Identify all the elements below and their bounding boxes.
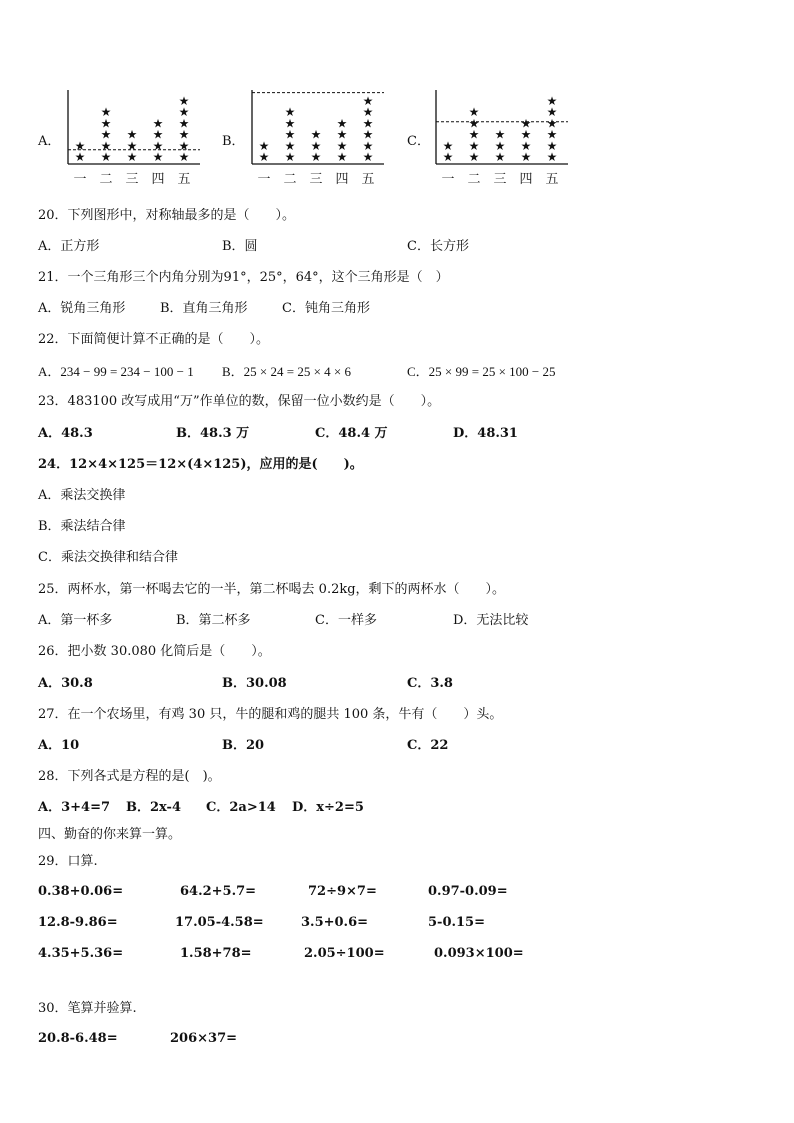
star-mark: ★ [178, 94, 190, 108]
star-mark: ★ [362, 127, 374, 142]
star-mark: ★ [546, 105, 558, 120]
star-mark: ★ [468, 116, 480, 131]
q29-r1-c1: 0.38+0.06= [38, 884, 124, 899]
star-mark: ★ [362, 150, 374, 164]
star-mark: ★ [178, 116, 190, 131]
q23-option-c[interactable]: C．48.4 万 [315, 426, 388, 441]
q26-option-a[interactable]: A．30.8 [38, 676, 93, 691]
star-mark: ★ [520, 138, 532, 153]
category-label: 三 [309, 172, 323, 187]
q29-r3-c2: 1.58+78= [180, 946, 252, 961]
q22-stem: 22．下面简便计算不正确的是（ ）。 [38, 332, 270, 347]
category-label: 二 [99, 172, 113, 187]
category-label: 四 [519, 172, 533, 187]
q20-option-a[interactable]: A．正方形 [38, 239, 100, 254]
q29-r3-c4: 0.093×100= [434, 946, 524, 961]
star-mark: ★ [284, 150, 296, 164]
star-mark: ★ [258, 138, 270, 153]
star-mark: ★ [258, 150, 270, 164]
pictograph-chart-c [430, 88, 580, 190]
pictograph-chart-b [246, 88, 396, 190]
star-mark: ★ [494, 150, 506, 164]
star-mark: ★ [284, 116, 296, 131]
star-mark: ★ [284, 127, 296, 142]
category-label: 五 [545, 172, 559, 187]
star-mark: ★ [126, 138, 138, 153]
category-label: 二 [467, 172, 481, 187]
star-mark: ★ [310, 138, 322, 153]
star-mark: ★ [336, 127, 348, 142]
star-mark: ★ [100, 150, 112, 164]
star-mark: ★ [178, 138, 190, 153]
q19-option-c-letter: C． [407, 134, 430, 149]
star-mark: ★ [152, 116, 164, 131]
q20-option-c[interactable]: C．长方形 [407, 239, 469, 254]
star-mark: ★ [100, 116, 112, 131]
q25-stem: 25．两杯水，第一杯喝去它的一半，第二杯喝去 0.2kg，剩下的两杯水（ ）。 [38, 582, 506, 597]
q19-chart-b [246, 88, 396, 190]
star-mark: ★ [74, 150, 86, 164]
star-mark: ★ [336, 150, 348, 164]
q29-r1-c2: 64.2+5.7= [180, 884, 257, 899]
q23-stem: 23．483100 改写成用“万”作单位的数，保留一位小数约是（ ）。 [38, 394, 441, 409]
category-label: 一 [257, 172, 271, 187]
star-mark: ★ [152, 138, 164, 153]
star-mark: ★ [442, 138, 454, 153]
star-mark: ★ [74, 138, 86, 153]
category-label: 二 [283, 172, 297, 187]
q24-option-b[interactable]: B．乘法结合律 [38, 519, 126, 534]
category-label: 一 [73, 172, 87, 187]
star-mark: ★ [178, 127, 190, 142]
star-mark: ★ [362, 138, 374, 153]
star-mark: ★ [310, 150, 322, 164]
star-mark: ★ [494, 138, 506, 153]
category-label: 四 [151, 172, 165, 187]
star-mark: ★ [494, 127, 506, 142]
q22-option-a[interactable]: A．234 − 99 = 234 − 100 − 1 [38, 364, 194, 379]
q21-option-a[interactable]: A．锐角三角形 [38, 301, 126, 316]
pictograph-chart-a [62, 88, 212, 190]
star-mark: ★ [362, 94, 374, 108]
star-mark: ★ [100, 127, 112, 142]
q29-r2-c4: 5-0.15= [428, 915, 485, 930]
q25-option-c[interactable]: C．一样多 [315, 613, 377, 628]
category-label: 三 [493, 172, 507, 187]
star-mark: ★ [100, 105, 112, 120]
q19-option-b-letter: B． [222, 134, 245, 149]
star-mark: ★ [284, 138, 296, 153]
star-mark: ★ [546, 127, 558, 142]
q28-option-d[interactable]: D．x÷2=5 [292, 800, 364, 815]
q21-option-b[interactable]: B．直角三角形 [160, 301, 248, 316]
q20-option-b[interactable]: B．圆 [222, 239, 258, 254]
q27-option-a[interactable]: A．10 [38, 738, 80, 753]
star-mark: ★ [520, 127, 532, 142]
category-label: 五 [361, 172, 375, 187]
q26-option-b[interactable]: B．30.08 [222, 676, 287, 691]
q29-r2-c3: 3.5+0.6= [301, 915, 369, 930]
q28-option-c[interactable]: C．2a>14 [206, 800, 276, 815]
q25-option-b[interactable]: B．第二杯多 [176, 613, 251, 628]
star-mark: ★ [152, 127, 164, 142]
q19-chart-c [430, 88, 580, 190]
star-mark: ★ [546, 94, 558, 108]
star-mark: ★ [126, 150, 138, 164]
star-mark: ★ [336, 116, 348, 131]
q25-option-a[interactable]: A．第一杯多 [38, 613, 113, 628]
q21-option-c[interactable]: C．钝角三角形 [282, 301, 370, 316]
q30-item-1: 20.8-6.48= [38, 1031, 118, 1046]
star-mark: ★ [546, 150, 558, 164]
star-mark: ★ [468, 138, 480, 153]
star-mark: ★ [442, 150, 454, 164]
q27-option-b[interactable]: B．20 [222, 738, 265, 753]
star-mark: ★ [468, 127, 480, 142]
q24-stem: 24．12×4×125＝12×(4×125)，应用的是( )。 [38, 457, 363, 472]
star-mark: ★ [310, 127, 322, 142]
q22-option-b[interactable]: B．25 × 24 = 25 × 4 × 6 [222, 364, 351, 379]
q25-option-d[interactable]: D．无法比较 [453, 613, 529, 628]
star-mark: ★ [178, 150, 190, 164]
q20-stem: 20．下列图形中，对称轴最多的是（ ）。 [38, 208, 296, 223]
star-mark: ★ [468, 150, 480, 164]
star-mark: ★ [546, 116, 558, 131]
q27-stem: 27．在一个农场里，有鸡 30 只，牛的腿和鸡的腿共 100 条，牛有（ ）头。 [38, 707, 503, 722]
star-mark: ★ [362, 116, 374, 131]
q19-option-a-letter: A． [38, 134, 61, 149]
q23-option-b[interactable]: B．48.3 万 [176, 426, 250, 441]
q24-option-c[interactable]: C．乘法交换律和结合律 [38, 550, 178, 565]
section-4-title: 四、勤奋的你来算一算。 [38, 827, 182, 842]
star-mark: ★ [126, 127, 138, 142]
q28-option-b[interactable]: B．2x-4 [126, 800, 181, 815]
q29-r2-c2: 17.05-4.58= [175, 915, 264, 930]
star-mark: ★ [178, 105, 190, 120]
star-mark: ★ [546, 138, 558, 153]
q29-r2-c1: 12.8-9.86= [38, 915, 118, 930]
star-mark: ★ [520, 116, 532, 131]
q29-r1-c4: 0.97-0.09= [428, 884, 508, 899]
q29-stem: 29．口算. [38, 854, 98, 869]
star-mark: ★ [362, 105, 374, 120]
q29-r1-c3: 72÷9×7= [308, 884, 377, 899]
q21-stem: 21．一个三角形三个内角分别为91°，25°，64°，这个三角形是（ ） [38, 270, 449, 285]
q23-option-d[interactable]: D．48.31 [453, 426, 518, 441]
q30-stem: 30．笔算并验算. [38, 1001, 137, 1016]
q24-option-a[interactable]: A．乘法交换律 [38, 488, 126, 503]
star-mark: ★ [100, 138, 112, 153]
q29-r3-c1: 4.35+5.36= [38, 946, 124, 961]
category-label: 一 [441, 172, 455, 187]
q19-chart-a [62, 88, 212, 190]
q28-option-a[interactable]: A．3+4=7 [38, 800, 111, 815]
star-mark: ★ [520, 150, 532, 164]
q28-stem: 28．下列各式是方程的是( )。 [38, 769, 221, 784]
q26-option-c[interactable]: C．3.8 [407, 676, 453, 691]
category-label: 三 [125, 172, 139, 187]
q30-item-2: 206×37= [170, 1031, 238, 1046]
category-label: 四 [335, 172, 349, 187]
q23-option-a[interactable]: A．48.3 [38, 426, 93, 441]
q22-option-c[interactable]: C．25 × 99 = 25 × 100 − 25 [407, 364, 556, 379]
q27-option-c[interactable]: C．22 [407, 738, 449, 753]
category-label: 五 [177, 172, 191, 187]
star-mark: ★ [152, 150, 164, 164]
q29-r3-c3: 2.05÷100= [304, 946, 385, 961]
q26-stem: 26．把小数 30.080 化简后是（ ）。 [38, 644, 271, 659]
star-mark: ★ [336, 138, 348, 153]
star-mark: ★ [284, 105, 296, 120]
star-mark: ★ [468, 105, 480, 120]
